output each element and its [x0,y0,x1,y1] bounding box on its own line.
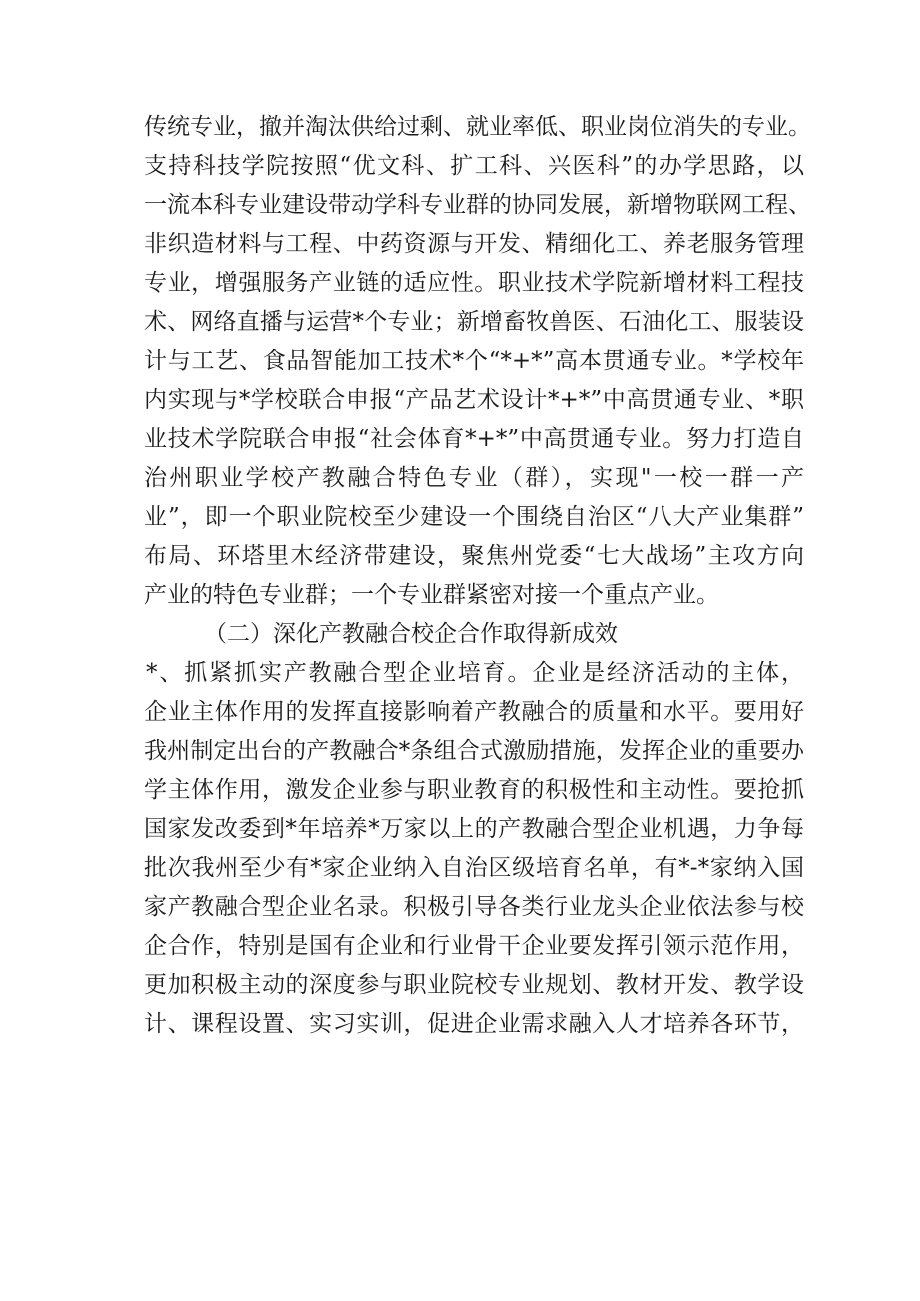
section-heading: （二）深化产教融合校企合作取得新成效 [204,621,618,647]
paragraph-line: 更加积极主动的深度参与职业院校专业规划、教材开发、教学设 [144,972,804,998]
paragraph-line: 支持科技学院按照“优文科、扩工科、兴医科”的办学思路，以 [144,153,804,179]
paragraph-line: 一流本科专业建设带动学科专业群的协同发展，新增物联网工程、 [144,192,811,218]
paragraph-line: 批次我州至少有*家企业纳入自治区级培育名单，有*-*家纳入国 [144,855,804,881]
paragraph-line: 计、课程设置、实习实训，促进企业需求融入人才培养各环节， [144,1011,804,1037]
paragraph-line: 学主体作用，激发企业参与职业教育的积极性和主动性。要抢抓 [144,777,804,803]
paragraph-line: 治州职业学校产教融合特色专业（群），实现"一校一群一产 [144,465,804,491]
paragraph-line: 内实现与*学校联合申报“产品艺术设计*+*”中高贯通专业、*职 [144,387,804,413]
paragraph-line: *、抓紧抓实产教融合型企业培育。企业是经济活动的主体， [146,660,804,686]
paragraph-line: 非织造材料与工程、中药资源与开发、精细化工、养老服务管理 [144,231,804,257]
paragraph-line: 企业主体作用的发挥直接影响着产教融合的质量和水平。要用好 [144,699,804,725]
paragraph-line: 家产教融合型企业名录。积极引导各类行业龙头企业依法参与校 [144,894,804,920]
paragraph-line: 专业，增强服务产业链的适应性。职业技术学院新增材料工程技 [144,270,804,296]
paragraph-line: 国家发改委到*年培养*万家以上的产教融合型企业机遇，力争每 [144,816,804,842]
document-body [144,108,811,1044]
paragraph-line: 传统专业，撤并淘汰供给过剩、就业率低、职业岗位消失的专业。 [144,114,811,140]
paragraph-line: 业技术学院联合申报“社会体育*+*”中高贯通专业。努力打造自 [144,426,804,452]
paragraph-line: 计与工艺、食品智能加工技术*个“*+*”高本贯通专业。*学校年 [144,348,804,374]
paragraph-line: 术、网络直播与运营*个专业；新增畜牧兽医、石油化工、服装设 [144,309,804,335]
paragraph-line: 企合作，特别是国有企业和行业骨干企业要发挥引领示范作用， [144,933,804,959]
paragraph-line: 我州制定出台的产教融合*条组合式激励措施，发挥企业的重要办 [144,738,804,764]
paragraph-line: 业”，即一个职业院校至少建设一个围绕自治区“八大产业集群” [144,504,804,530]
paragraph-line: 产业的特色专业群；一个专业群紧密对接一个重点产业。 [144,582,719,608]
paragraph-line: 布局、环塔里木经济带建设，聚焦州党委“七大战场”主攻方向 [144,543,804,569]
